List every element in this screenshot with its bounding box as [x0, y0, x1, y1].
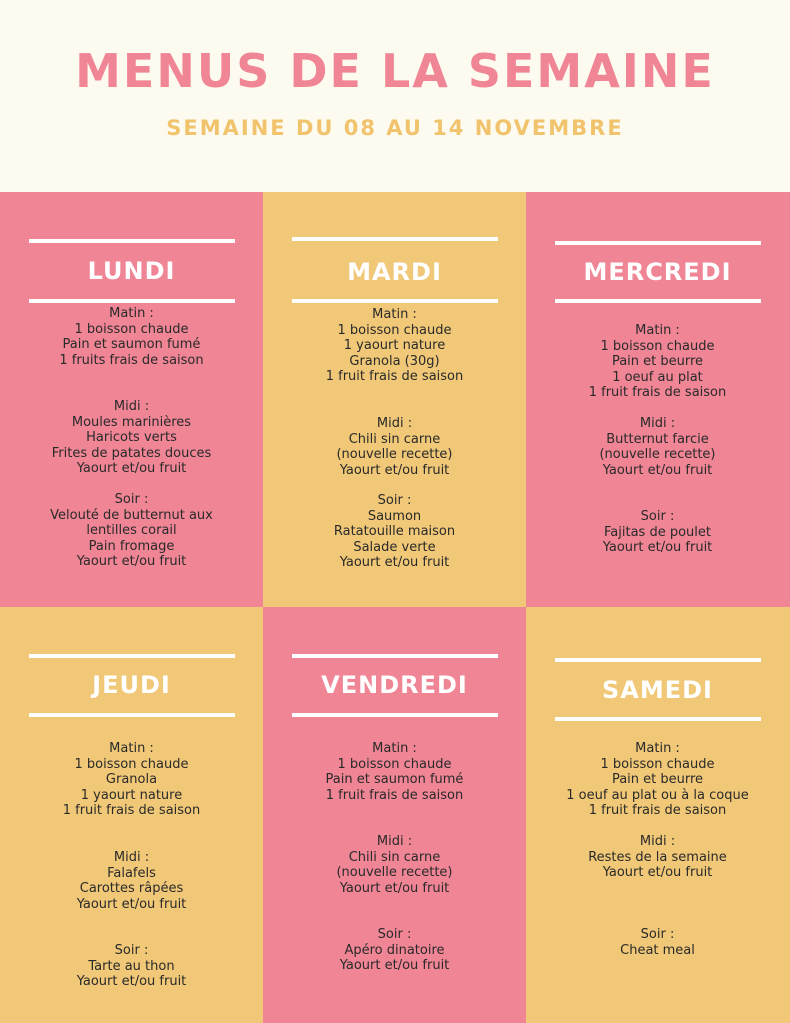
day-card-samedi: [526, 607, 790, 1023]
meal-label: Soir :: [377, 493, 412, 508]
meal-item: Chili sin carne: [348, 849, 441, 865]
meal-matin: [0, 306, 263, 368]
divider-bottom: [292, 713, 498, 717]
meal-label: Midi :: [376, 834, 413, 849]
meal-item: 1 boisson chaude: [600, 756, 715, 772]
meal-item: Haricots verts: [86, 430, 177, 445]
meal-item: 1 fruit frais de saison: [588, 385, 727, 400]
meal-label: Matin :: [372, 741, 417, 756]
meal-label: Matin :: [109, 741, 154, 756]
meal-midi: [526, 834, 789, 881]
meal-item: 1 oeuf au plat: [612, 369, 703, 385]
meal-item: Granola: [105, 772, 158, 787]
meal-item: Pain et saumon fumé: [325, 772, 464, 787]
day-card-lundi: [0, 192, 263, 608]
day-card-mercredi: [526, 192, 790, 608]
meal-item: Ratatouille maison: [333, 524, 456, 539]
meal-item: 1 yaourt nature: [343, 338, 446, 353]
meal-soir: [263, 927, 526, 974]
page-subtitle: SEMAINE DU 08 AU 14 NOVEMBRE: [166, 116, 624, 140]
meal-item: Tarte au thon: [88, 958, 175, 974]
meal-label: Midi :: [113, 399, 150, 414]
meal-matin: [526, 323, 789, 401]
meal-midi: [263, 834, 526, 896]
page-header: [0, 0, 790, 192]
divider-top: [292, 237, 498, 241]
day-card-vendredi: [263, 607, 526, 1023]
meal-item: Yaourt et/ou fruit: [339, 555, 450, 570]
meal-soir: [0, 492, 263, 570]
meal-item: (nouvelle recette): [336, 447, 453, 462]
meal-label: Matin :: [372, 307, 417, 322]
meal-label: Midi :: [113, 850, 150, 865]
meal-item: Yaourt et/ou fruit: [339, 880, 450, 896]
meal-item: Chili sin carne: [348, 431, 441, 447]
meal-label: Soir :: [377, 927, 412, 942]
divider-top: [29, 654, 235, 658]
meal-item: 1 fruit frais de saison: [588, 803, 727, 818]
meal-item: 1 fruit frais de saison: [325, 787, 464, 803]
meal-item: 1 boisson chaude: [74, 321, 189, 337]
meal-item: 1 boisson chaude: [74, 756, 189, 772]
day-card-jeudi: [0, 607, 263, 1023]
meal-matin: [263, 741, 526, 803]
meal-label: Midi :: [376, 416, 413, 431]
divider-bottom: [29, 299, 235, 303]
day-title: MARDI: [347, 258, 442, 286]
meal-item: Granola (30g): [349, 353, 440, 369]
day-title: MERCREDI: [583, 258, 732, 286]
meal-item: Yaourt et/ou fruit: [602, 540, 713, 555]
meal-item: Falafels: [107, 865, 156, 881]
meal-item: Pain et beurre: [611, 354, 704, 369]
divider-top: [29, 239, 235, 243]
meal-item: Frites de patates douces: [51, 445, 212, 461]
meal-item: Pain et saumon fumé: [62, 337, 201, 352]
meal-item: Yaourt et/ou fruit: [339, 958, 450, 973]
meal-item: Yaourt et/ou fruit: [76, 554, 187, 569]
meal-item: Cheat meal: [620, 942, 695, 958]
meal-soir: [0, 943, 263, 990]
meal-item: (nouvelle recette): [336, 865, 453, 880]
meal-item: Saumon: [367, 508, 422, 524]
divider-bottom: [555, 717, 761, 721]
meal-item: 1 boisson chaude: [337, 756, 452, 772]
meal-item: 1 fruits frais de saison: [59, 352, 204, 368]
meal-item: Moules marinières: [71, 414, 192, 430]
meal-item: Yaourt et/ou fruit: [602, 462, 713, 478]
meal-label: Soir :: [640, 509, 675, 524]
meal-item: Salade verte: [353, 539, 436, 555]
meal-matin: [526, 741, 789, 819]
meal-item: 1 boisson chaude: [337, 322, 452, 338]
meal-label: Soir :: [114, 492, 149, 507]
meal-label: Matin :: [109, 306, 154, 321]
meal-item: (nouvelle recette): [599, 447, 716, 462]
meal-item: Yaourt et/ou fruit: [602, 865, 713, 880]
meal-matin: [0, 741, 263, 819]
divider-bottom: [29, 713, 235, 717]
meal-item: 1 yaourt nature: [80, 787, 183, 803]
meal-label: Matin :: [635, 741, 680, 756]
meal-midi: [526, 416, 789, 478]
meal-midi: [0, 399, 263, 477]
divider-top: [555, 241, 761, 245]
meal-item: 1 boisson chaude: [600, 338, 715, 354]
meal-item: Fajitas de poulet: [604, 524, 711, 540]
meal-matin: [263, 307, 526, 385]
meal-item: Restes de la semaine: [588, 849, 727, 865]
meal-soir: [526, 927, 789, 958]
meal-soir: [526, 509, 789, 556]
meal-item: Carottes râpées: [79, 881, 184, 896]
meal-item: Pain et beurre: [611, 772, 704, 787]
meal-item: 1 fruit frais de saison: [62, 803, 201, 818]
divider-bottom: [555, 299, 761, 303]
day-card-mardi: [263, 192, 526, 608]
meal-label: Soir :: [640, 927, 675, 942]
meal-soir: [263, 493, 526, 571]
meal-item: Butternut farcie: [606, 431, 709, 447]
meal-item: Yaourt et/ou fruit: [76, 461, 187, 476]
divider-top: [555, 658, 761, 662]
meal-midi: [0, 850, 263, 912]
day-title: JEUDI: [92, 671, 171, 699]
meal-item: Yaourt et/ou fruit: [339, 462, 450, 478]
page-title: MENUS DE LA SEMAINE: [75, 44, 715, 98]
day-title: SAMEDI: [602, 676, 713, 704]
meal-item: lentilles corail: [86, 523, 177, 538]
meal-item: Yaourt et/ou fruit: [76, 974, 187, 989]
meal-item: Yaourt et/ou fruit: [76, 896, 187, 912]
divider-bottom: [292, 299, 498, 303]
meal-midi: [263, 416, 526, 478]
meal-item: Apéro dinatoire: [344, 942, 445, 958]
meal-label: Matin :: [635, 323, 680, 338]
meal-item: 1 oeuf au plat ou à la coque: [566, 787, 749, 803]
meal-item: Pain fromage: [88, 538, 175, 554]
divider-top: [292, 654, 498, 658]
meal-label: Midi :: [639, 416, 676, 431]
day-title: LUNDI: [87, 257, 176, 285]
meal-label: Midi :: [639, 834, 676, 849]
day-title: VENDREDI: [321, 671, 468, 699]
meal-item: 1 fruit frais de saison: [325, 369, 464, 384]
meal-label: Soir :: [114, 943, 149, 958]
meal-item: Velouté de butternut aux: [50, 507, 213, 523]
